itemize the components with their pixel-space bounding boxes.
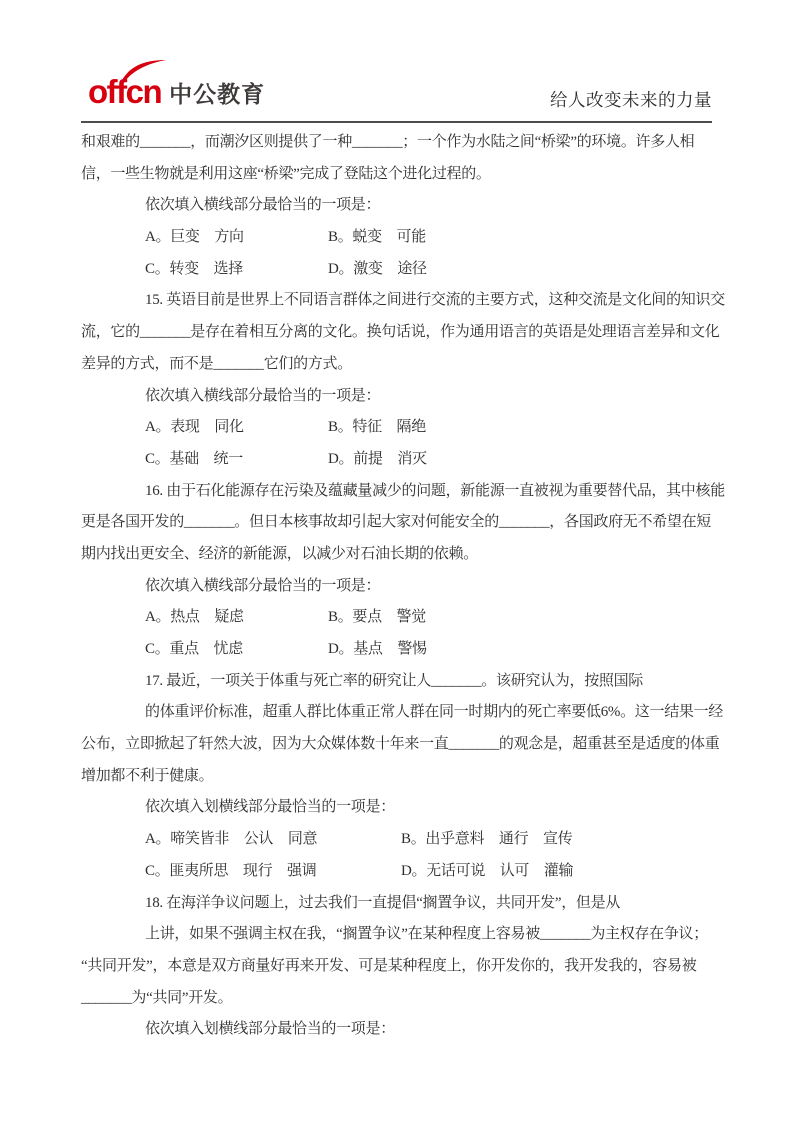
offcn-logo-text: offcn — [88, 73, 162, 110]
q16-prompt: 依次填入横线部分最恰当的一项是： — [145, 577, 381, 594]
q16-option-c: C。重点 忧虑 — [145, 641, 243, 657]
q15-line-3: 差异的方式，而不是_______它们的方式。 — [81, 355, 352, 372]
q17-line-3: 公布，立即掀起了轩然大波，因为大众媒体数十年来一直_______的观念是，超重甚至是适度的体重 — [81, 736, 720, 753]
q17-line-2: 的体重评价标准，超重人群比体重正常人群在同一时期内的死亡率要低6%。这一结果一经 — [145, 704, 723, 721]
q16-line-2: 更是各国开发的_______。但日本核事故却引起大家对何能安全的_______，各国政府无不希望在短 — [81, 514, 712, 531]
q17-line-1: 17. 最近，一项关于体重与死亡率的研究让人_______。该研究认为，按照国际 — [145, 672, 644, 689]
q15-option-d: D。前提 消灭 — [328, 450, 427, 467]
q17-prompt: 依次填入划横线部分最恰当的一项是： — [145, 799, 395, 816]
q17-option-d: D。无话可说 认可 灌输 — [401, 862, 574, 879]
q14-options-row-1 — [81, 222, 712, 254]
q14-line-2: 信，一些生物就是利用这座“桥梁”完成了登陆这个进化过程的。 — [81, 165, 491, 182]
q17-option-c: C。匪夷所思 现行 强调 — [145, 862, 317, 879]
q15-line-2: 流，它的_______是存在着相互分离的文化。换句话说，作为通用语言的英语是处理语言差异和文化 — [81, 324, 720, 341]
q17-options-row-1 — [81, 824, 712, 856]
offcn-logo — [88, 62, 265, 108]
q16-line-1: 16. 由于石化能源存在污染及蕴藏量减少的问题，新能源一直被视为重要替代品，其中核能 — [145, 482, 725, 499]
q14-option-d: D。激变 途径 — [328, 260, 427, 277]
header-divider — [81, 121, 712, 123]
q15-options-row-1 — [81, 412, 712, 444]
q16-option-b: B。要点 警觉 — [328, 609, 426, 626]
q15-option-c: C。基础 统一 — [145, 450, 243, 467]
logo-swoosh-icon — [121, 59, 167, 81]
q17-options-row-2 — [81, 856, 712, 888]
q16-option-a: A。热点 疑虑 — [145, 609, 244, 626]
q14-option-a: A。巨变 方向 — [145, 229, 244, 246]
q15-option-b: B。特征 隔绝 — [328, 419, 426, 436]
q15-prompt: 依次填入横线部分最恰当的一项是： — [145, 387, 381, 404]
q16-option-d: D。基点 警惕 — [328, 641, 427, 657]
q16-line-3: 期内找出更安全、经济的新能源，以减少对石油长期的依赖。 — [81, 545, 478, 562]
offcn-logo-cn-text: 中公教育 — [169, 81, 266, 107]
q14-option-b: B。蜕变 可能 — [328, 229, 426, 246]
q16-options-row-1 — [81, 602, 712, 634]
q18-prompt: 依次填入划横线部分最恰当的一项是： — [145, 1021, 395, 1038]
q18-line-1: 18. 在海洋争议问题上，过去我们一直提倡“搁置争议，共同开发”，但是从 — [145, 894, 621, 911]
q14-option-c: C。转变 选择 — [145, 260, 243, 277]
q14-prompt: 依次填入横线部分最恰当的一项是： — [145, 197, 381, 214]
q18-line-3: “共同开发”，本意是双方商量好再来开发、可是某种程度上，你开发你的，我开发我的，容易被 — [81, 957, 697, 974]
exam-content — [81, 127, 725, 1046]
q18-line-4: _______为“共同”开发。 — [81, 989, 233, 1006]
q15-option-a: A。表现 同化 — [145, 419, 244, 436]
header-slogan: 给人改变未来的力量 — [550, 90, 712, 110]
q14-line-1: 和艰难的_______，而潮汐区则提供了一种_______；一个作为水陆之间“桥梁”的环境。许多人相 — [81, 134, 695, 150]
q16-options-row-2 — [81, 634, 712, 666]
q17-line-4: 增加都不利于健康。 — [81, 767, 214, 784]
q15-line-1: 15. 英语目前是世界上不同语言群体之间进行交流的主要方式，这种交流是文化间的知识交 — [145, 292, 725, 309]
q18-line-2: 上讲，如果不强调主权在我，“搁置争议”在某种程度上容易被_______为主权存在争议； — [145, 926, 708, 943]
q15-options-row-2 — [81, 444, 712, 476]
q17-option-a: A。啼笑皆非 公认 同意 — [145, 831, 318, 848]
q14-options-row-2 — [81, 254, 712, 286]
q17-option-b: B。出乎意料 通行 宣传 — [401, 831, 573, 848]
